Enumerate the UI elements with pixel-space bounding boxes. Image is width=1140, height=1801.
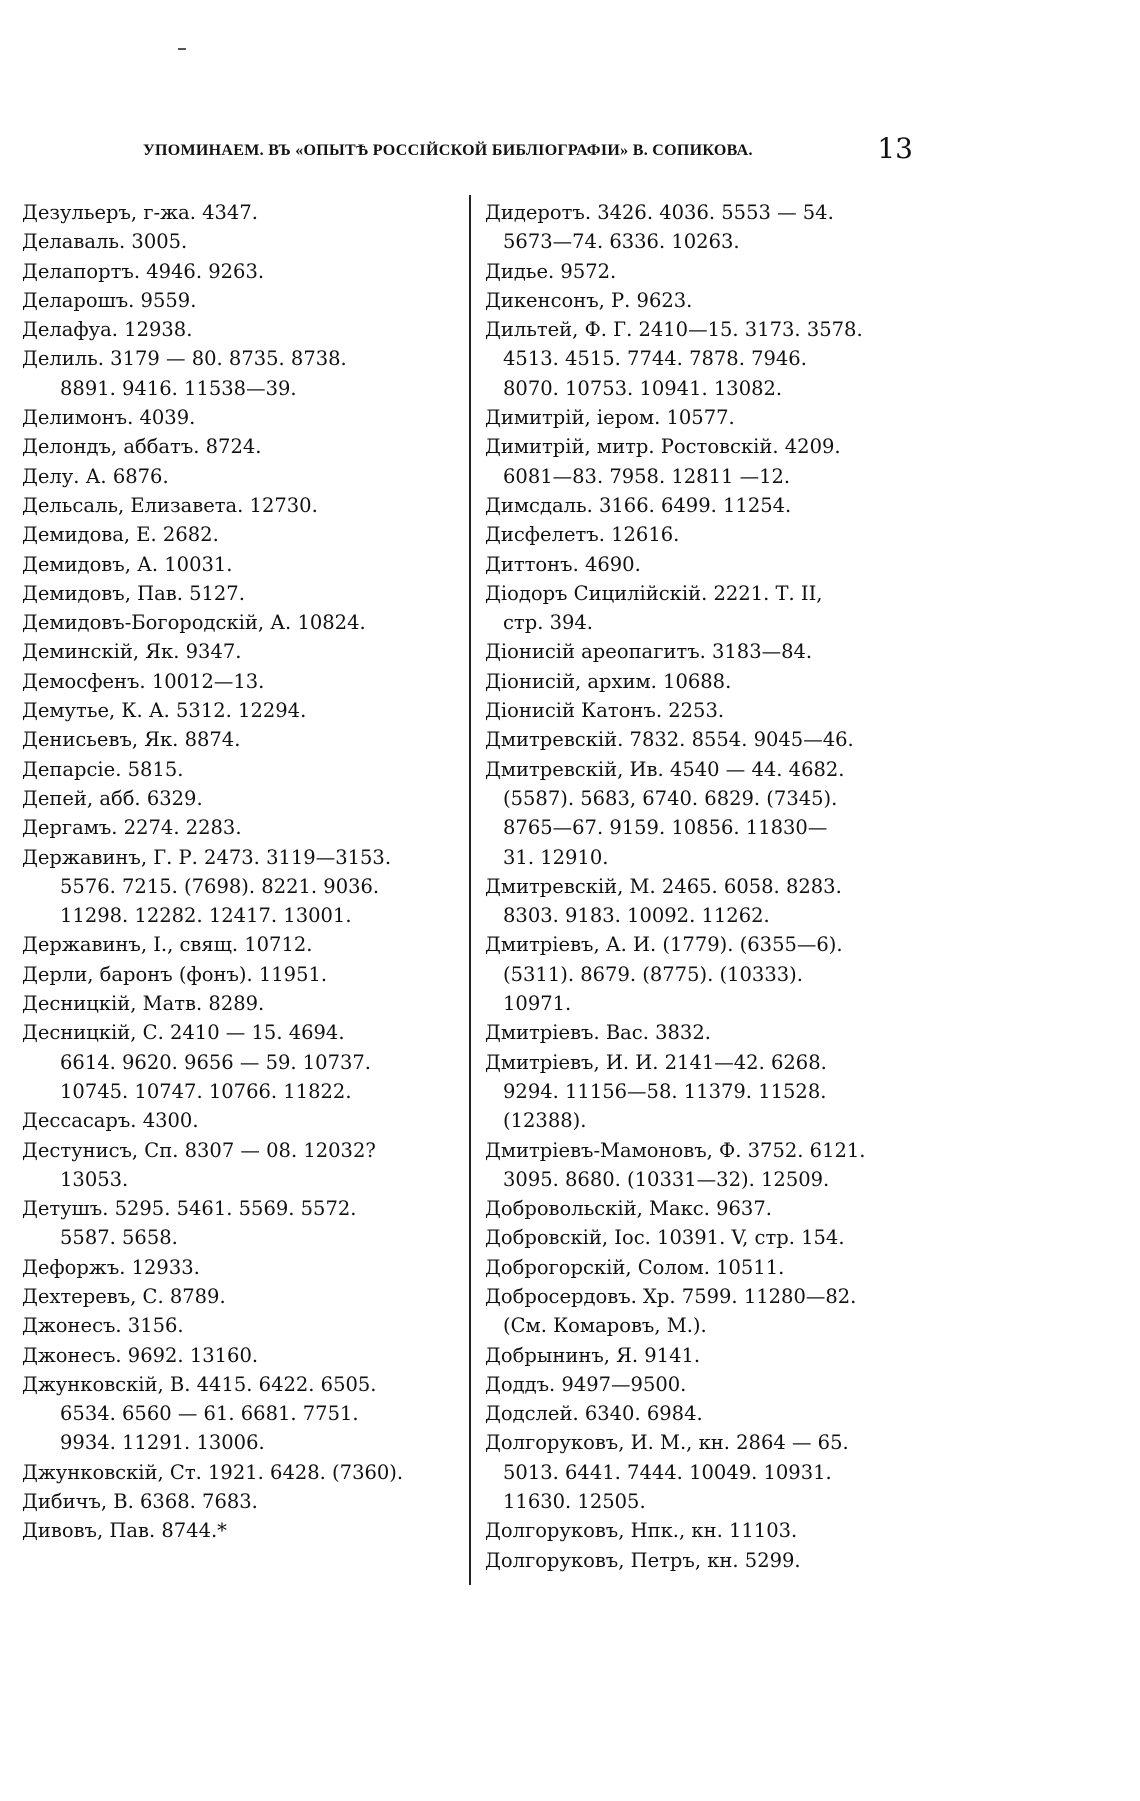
index-entry-continuation: 11298. 12282. 12417. 13001. [60,904,352,928]
index-entry-continuation: 4513. 4515. 7744. 7878. 7946. [503,347,807,371]
index-entry: Димитрій, іером. 10577. [485,406,735,430]
index-entry: Діонисій, архим. 10688. [485,669,732,693]
index-entry: Джунковскій, Ст. 1921. 6428. (7360). [22,1460,404,1484]
left-column [22,198,462,1546]
index-entry: Дельсаль, Елизавета. 12730. [22,493,318,517]
index-entry-continuation: 9294. 11156—58. 11379. 11528. [503,1079,827,1103]
index-entry: Дмитріевъ, А. И. (1779). (6355—6). [485,933,843,957]
index-entry: Державинъ, І., свящ. 10712. [22,933,313,957]
index-entry: Деминскій, Як. 9347. [22,640,242,664]
index-entry: Демутье, К. А. 5312. 12294. [22,699,307,723]
index-entry-continuation: 9934. 11291. 13006. [60,1431,265,1455]
index-entry: Долгоруковъ, Нпк., кн. 11103. [485,1519,798,1543]
index-entry: Долгоруковъ, И. М., кн. 2864 — 65. [485,1431,849,1455]
header-title: УПОМИНАЕМ. ВЪ «ОПЫТѢ РОССІЙСКОЙ БИБЛІОГРАФІИ» В. СОПИКОВА. [143,142,753,159]
index-entry: Добровскій, Іос. 10391. V, стр. 154. [485,1226,845,1250]
index-entry-continuation: 11630. 12505. [503,1490,646,1514]
index-entry: Детушъ. 5295. 5461. 5569. 5572. [22,1197,357,1221]
index-entry: Дефоржъ. 12933. [22,1255,200,1279]
index-entry: Добровольскій, Макс. 9637. [485,1197,772,1221]
index-entry: Добрынинъ, Я. 9141. [485,1343,701,1367]
index-entry-continuation: (См. Комаровъ, М.). [503,1314,707,1338]
index-entry: Дестунисъ, Сп. 8307 — 08. 12032? [22,1138,376,1162]
index-entry-continuation: 8765—67. 9159. 10856. 11830— [503,816,828,840]
column-divider [469,195,471,1585]
index-entry: Діонисій Катонъ. 2253. [485,699,725,723]
index-entry: Джонесъ. 3156. [22,1314,184,1338]
index-entry: Джунковскій, В. 4415. 6422. 6505. [22,1372,377,1396]
index-entry: Десницкій, С. 2410 — 15. 4694. [22,1021,345,1045]
index-entry: Делаваль. 3005. [22,230,188,254]
index-entry-continuation: 8891. 9416. 11538—39. [60,376,297,400]
index-entry: Дивовъ, Пав. 8744.* [22,1519,227,1543]
index-entry: Дмитріевъ-Мамоновъ, Ф. 3752. 6121. [485,1138,866,1162]
index-entry: Доброгорскій, Солом. 10511. [485,1255,785,1279]
index-entry-continuation: (5587). 5683, 6740. 6829. (7345). [503,786,838,810]
index-entry: Деларошъ. 9559. [22,288,197,312]
index-entry: Доддъ. 9497—9500. [485,1372,687,1396]
index-entry-continuation: 10745. 10747. 10766. 11822. [60,1079,352,1103]
index-entry: Дехтеревъ, С. 8789. [22,1284,226,1308]
index-entry: Демидовъ, А. 10031. [22,552,233,576]
index-entry-continuation: 13053. [60,1167,129,1191]
index-entry: Дмитревскій, М. 2465. 6058. 8283. [485,874,842,898]
index-entry-continuation: 5013. 6441. 7444. 10049. 10931. [503,1460,832,1484]
index-entry-continuation: 5673—74. 6336. 10263. [503,230,740,254]
index-entry: Денисьевъ, Як. 8874. [22,728,241,752]
index-entry: Демидовъ, Пав. 5127. [22,581,245,605]
page-number: 13 [877,132,913,165]
index-entry-continuation: 8070. 10753. 10941. 13082. [503,376,783,400]
index-entry: Димсдаль. 3166. 6499. 11254. [485,493,792,517]
index-entry: Дмитревскій, Ив. 4540 — 44. 4682. [485,757,845,781]
index-entry: Димитрій, митр. Ростовскій. 4209. [485,435,841,459]
index-entry-continuation: (12388). [503,1109,587,1133]
index-entry: Дисфелетъ. 12616. [485,523,680,547]
index-entry: Дидеротъ. 3426. 4036. 5553 — 54. [485,201,834,224]
index-entry: Депарсіе. 5815. [22,757,184,781]
index-entry-continuation: 8303. 9183. 10092. 11262. [503,904,770,928]
index-entry-continuation: (5311). 8679. (8775). (10333). [503,962,803,986]
index-entry-continuation: 5587. 5658. [60,1226,178,1250]
index-entry: Дильтей, Ф. Г. 2410—15. 3173. 3578. [485,318,863,342]
index-entry-continuation: 6614. 9620. 9656 — 59. 10737. [60,1050,372,1074]
index-entry: Дикенсонъ, Р. 9623. [485,288,693,312]
index-entry: Делу. А. 6876. [22,464,169,488]
index-entry-continuation: 10971. [503,992,572,1016]
index-entry-continuation: 6081—83. 7958. 12811 —12. [503,464,791,488]
index-entry: Додслей. 6340. 6984. [485,1402,703,1426]
index-entry: Дезульеръ, г-жа. 4347. [22,201,258,224]
index-entry: Депей, абб. 6329. [22,786,203,810]
index-entry-continuation: 6534. 6560 — 61. 6681. 7751. [60,1402,359,1426]
index-entry-continuation: 31. 12910. [503,845,609,869]
index-entry: Дерли, баронъ (фонъ). 11951. [22,962,328,986]
index-entry: Делапортъ. 4946. 9263. [22,259,265,283]
index-entry: Делимонъ. 4039. [22,406,196,430]
index-entry: Діодоръ Сицилійскій. 2221. Т. II, [485,581,823,605]
index-entry: Дидье. 9572. [485,259,617,283]
index-entry: Дмитріевъ, И. И. 2141—42. 6268. [485,1050,827,1074]
index-entry: Діонисій ареопагитъ. 3183—84. [485,640,813,664]
index-entry: Делиль. 3179 — 80. 8735. 8738. [22,347,347,371]
page-mark [178,48,186,50]
index-entry: Демидова, Е. 2682. [22,523,219,547]
index-entry: Дмитревскій. 7832. 8554. 9045—46. [485,728,854,752]
index-entry-continuation: 3095. 8680. (10331—32). 12509. [503,1167,830,1191]
index-entry: Делондъ, аббатъ. 8724. [22,435,262,459]
index-entry: Делафуа. 12938. [22,318,193,342]
index-entry: Диттонъ. 4690. [485,552,641,576]
index-entry: Дмитріевъ. Вас. 3832. [485,1021,711,1045]
index-entry: Демидовъ-Богородскій, А. 10824. [22,611,366,635]
running-header [143,132,913,172]
index-entry-continuation: 5576. 7215. (7698). 8221. 9036. [60,874,380,898]
index-entry: Дибичъ, В. 6368. 7683. [22,1490,258,1514]
right-column [485,198,915,1575]
index-entry: Десницкій, Матв. 8289. [22,992,265,1016]
index-entry: Джонесъ. 9692. 13160. [22,1343,259,1367]
index-entry: Демосфенъ. 10012—13. [22,669,265,693]
index-entry: Долгоруковъ, Петръ, кн. 5299. [485,1548,801,1572]
index-entry-continuation: стр. 394. [503,611,594,635]
index-entry: Добросердовъ. Хр. 7599. 11280—82. [485,1284,857,1308]
index-entry: Дергамъ. 2274. 2283. [22,816,242,840]
index-entry: Державинъ, Г. Р. 2473. 3119—3153. [22,845,392,869]
index-entry: Дессасаръ. 4300. [22,1109,199,1133]
